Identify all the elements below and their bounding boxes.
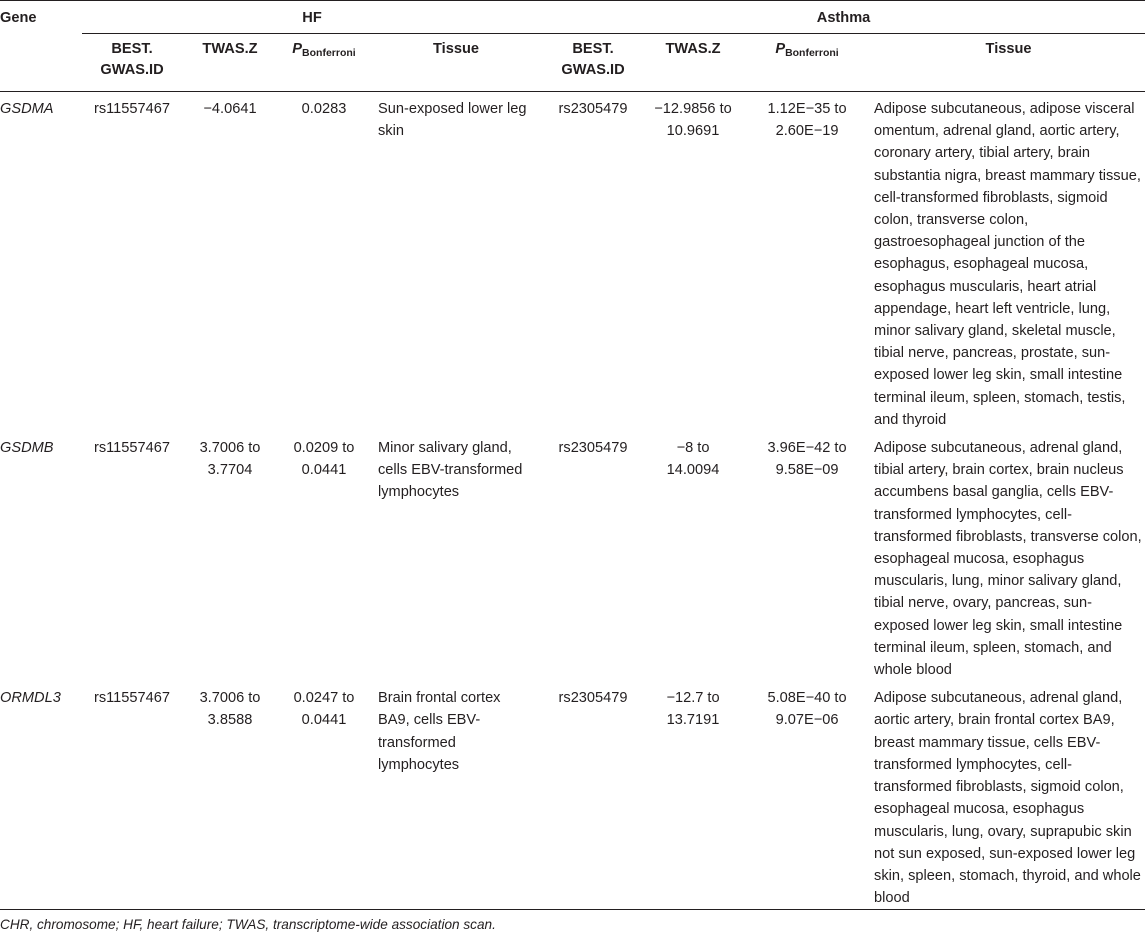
gene-header: Gene <box>0 10 37 26</box>
asthma-p-cell: 1.12E−35 to 2.60E−19 <box>767 101 847 140</box>
hf-gwas-id-cell: rs11557467 <box>93 690 170 707</box>
asthma-gwas-id-cell: rs2305479 <box>558 690 628 707</box>
header-row-columns <box>0 34 1145 92</box>
asthma-gwas-id-cell: rs2305479 <box>558 440 628 457</box>
hf-gwas-id-cell: rs11557467 <box>93 440 170 457</box>
hf-tissue-header: Tissue <box>433 41 479 57</box>
table-row <box>0 92 1145 432</box>
hf-p-cell: 0.0247 to 0.0441 <box>293 690 355 729</box>
asthma-group-header: Asthma <box>542 1 1145 34</box>
hf-gwas-id-header: BEST. GWAS.ID <box>100 41 164 78</box>
gene-header-spacer <box>0 34 82 92</box>
hf-group-header: HF <box>82 1 542 34</box>
gene-cell: ORMDL3 <box>0 690 61 707</box>
hf-gwas-id-cell: rs11557467 <box>93 101 170 117</box>
hf-tissue-cell: Brain frontal cortex BA9, cells EBV-transformed lymphocytes <box>378 690 501 773</box>
table-footnote: CHR, chromosome; HF, heart failure; TWAS, transcriptome-wide association scan. <box>0 917 496 933</box>
asthma-tissue-cell: Adipose subcutaneous, adrenal gland, tibial artery, brain cortex, brain nucleus accumbens basal ganglia, cells EBV-transformed lymphocytes, cell-transformed fibroblasts, transverse colon, esophageal mucosa, esophagus muscularis, lung, minor salivary gland, tibial nerve, ovary, pancreas, sun-exposed lower leg skin, small intestine terminal ileum, spleen, stomach, and whole blood <box>874 440 1142 679</box>
hf-tissue-cell: Minor salivary gland, cells EBV-transformed lymphocytes <box>378 440 523 501</box>
asthma-twas-z-cell: −12.7 to 13.7191 <box>666 690 720 729</box>
gene-cell: GSDMB <box>0 440 54 457</box>
asthma-twas-z-cell: −12.9856 to 10.9691 <box>654 101 732 140</box>
asthma-twas-z-header: TWAS.Z <box>665 41 721 57</box>
asthma-p-header: $P_{Bonferroni}$ <box>775 41 839 59</box>
hf-twas-z-cell: 3.7006 to 3.8588 <box>199 690 261 729</box>
hf-tissue-cell: Sun-exposed lower leg skin <box>378 101 527 140</box>
header-row-groups <box>0 1 1145 34</box>
hf-twas-z-cell: 3.7006 to 3.7704 <box>199 440 261 479</box>
hf-p-header: $P_{Bonferroni}$ <box>292 41 356 59</box>
asthma-p-cell: 5.08E−40 to 9.07E−06 <box>767 690 847 729</box>
asthma-tissue-cell: Adipose subcutaneous, adipose visceral omentum, adrenal gland, aortic artery, coronary artery, tibial artery, brain substantia nigra, breast mammary tissue, cell-transformed fibroblasts, sigmoid colon, transverse colon, gastroesophageal junction of the esophagus, esophageal mucosa, esophagus muscularis, heart atrial appendage, heart left ventricle, lung, minor salivary gland, skeletal muscle, tibial nerve, pancreas, prostate, sun-exposed lower leg skin, small intestine terminal ileum, spleen, stomach, testis, and thyroid <box>874 101 1141 428</box>
table-row <box>0 681 1145 910</box>
asthma-p-cell: 3.96E−42 to 9.58E−09 <box>767 440 847 479</box>
asthma-gwas-id-cell: rs2305479 <box>558 101 628 117</box>
table-row <box>0 431 1145 681</box>
hf-twas-z-header: TWAS.Z <box>202 41 258 57</box>
hf-p-cell: 0.0209 to 0.0441 <box>293 440 355 479</box>
hf-p-cell: 0.0283 <box>301 101 347 117</box>
hf-twas-z-cell: −4.0641 <box>203 101 257 117</box>
asthma-twas-z-cell: −8 to 14.0094 <box>666 440 720 479</box>
asthma-tissue-header: Tissue <box>985 41 1032 57</box>
asthma-tissue-cell: Adipose subcutaneous, adrenal gland, aortic artery, brain frontal cortex BA9, breast mammary tissue, cells EBV-transformed lymphocytes, cell-transformed fibroblasts, sigmoid colon, esophageal mucosa, esophagus muscularis, lung, ovary, suprapubic skin not sun exposed, sun-exposed lower leg skin, spleen, stomach, thyroid, and whole blood <box>874 690 1141 907</box>
asthma-gwas-id-header: BEST. GWAS.ID <box>561 41 625 78</box>
gene-cell: GSDMA <box>0 101 54 117</box>
